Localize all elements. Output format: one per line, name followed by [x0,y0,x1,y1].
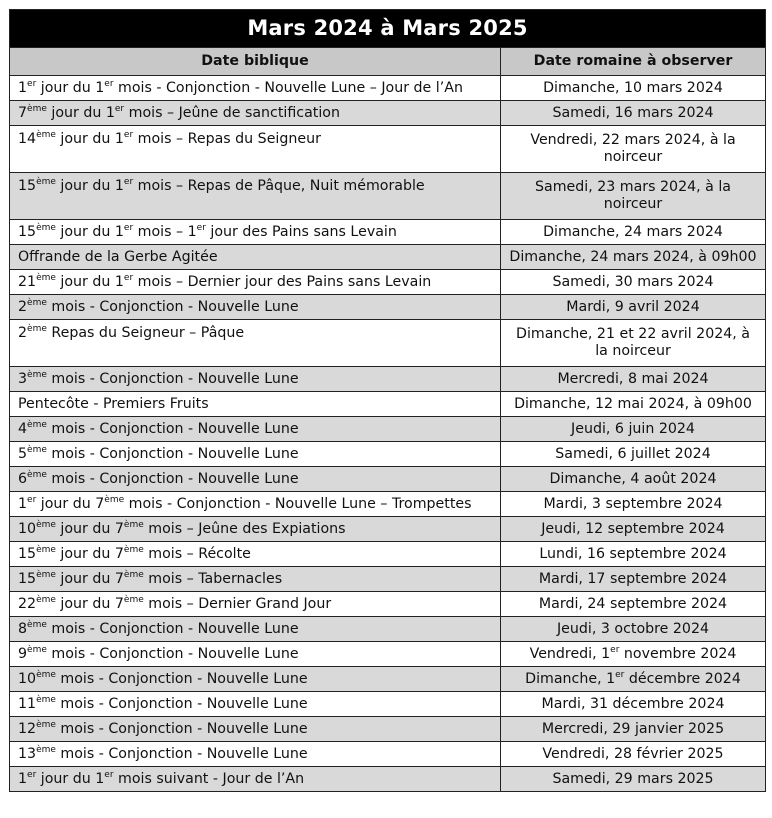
ordinal-suffix: ème [123,544,144,555]
ordinal-suffix: ème [36,544,56,555]
ordinal-suffix: er [27,494,37,505]
roman-date-cell [501,617,766,642]
cell-text: Samedi, 23 mars 2024, à la noirceur [535,179,731,212]
cell-text: 1 [18,79,28,96]
cell-text: jour du 1 [46,104,115,121]
cell-text: Jeudi, 6 juin 2024 [571,420,695,437]
cell-text: mois – Repas de Pâque, Nuit mémorable [133,178,425,194]
cell-text: Mercredi, 8 mai 2024 [557,370,709,387]
cell-text: 8 [18,620,28,637]
roman-date-cell [501,126,766,173]
biblical-date-cell [10,717,501,742]
cell-text: mois – Dernier jour des Pains sans Levain [133,273,432,290]
cell-text: mois - Conjonction - Nouvelle Lune – Jour de l’An [113,79,463,96]
cell-text: Mardi, 31 décembre 2024 [541,695,725,712]
biblical-date-cell [10,367,501,392]
biblical-date-cell [10,270,501,295]
biblical-date-cell [10,320,501,367]
cell-text: mois - Conjonction - Nouvelle Lune [46,370,299,387]
table-row [10,592,766,617]
cell-text: Dimanche, 24 mars 2024 [543,223,723,240]
ordinal-suffix: ème [27,469,47,480]
cell-text: Samedi, 6 juillet 2024 [555,445,711,462]
cell-text: mois - Conjonction - Nouvelle Lune [55,695,308,712]
cell-text: Vendredi, 1 [529,645,611,662]
cell-text: Jeudi, 12 septembre 2024 [541,520,725,537]
table-row [10,492,766,517]
cell-text: mois - Conjonction - Nouvelle Lune [55,670,308,687]
roman-date-cell [501,76,766,101]
ordinal-suffix: er [27,769,37,780]
cell-text: mois - Conjonction - Nouvelle Lune – Trompettes [124,495,472,512]
cell-text: jour du 7 [36,495,105,512]
cell-text: Repas du Seigneur – Pâque [46,325,245,341]
roman-date-cell [501,567,766,592]
table-row [10,320,766,367]
table-row [10,692,766,717]
roman-date-cell [501,392,766,417]
table-row [10,542,766,567]
cell-text: Mercredi, 29 janvier 2025 [541,720,725,737]
cell-text: mois – Tabernacles [143,570,283,587]
cell-text: mois - Conjonction - Nouvelle Lune [55,745,308,762]
ordinal-suffix: er [615,669,625,680]
cell-text: Offrande de la Gerbe Agitée [18,248,218,265]
cell-text: 3 [18,370,28,387]
table-row [10,417,766,442]
roman-date-cell [501,642,766,667]
roman-date-cell [501,270,766,295]
cell-text: 13 [18,745,37,762]
cell-text: mois – 1 [133,223,197,240]
cell-text: 6 [18,470,28,487]
cell-text: 2 [18,325,28,341]
table-row [10,642,766,667]
cell-text: jour du 7 [55,595,124,612]
cell-text: 2 [18,298,28,315]
table-row [10,173,766,220]
cell-text: 14 [18,131,37,147]
calendar-document [9,9,765,792]
table-row [10,367,766,392]
ordinal-suffix: ème [36,569,56,580]
biblical-date-cell [10,567,501,592]
roman-date-cell [501,367,766,392]
ordinal-suffix: ème [27,619,47,630]
table-row [10,220,766,245]
ordinal-suffix: ème [104,494,125,505]
table-row [10,442,766,467]
cell-text: Mardi, 9 avril 2024 [566,298,700,315]
cell-text: 11 [18,695,37,712]
cell-text: jour du 1 [36,79,105,96]
biblical-date-cell [10,517,501,542]
calendar-table [9,9,766,792]
cell-text: jour du 1 [36,770,105,787]
cell-text: Samedi, 29 mars 2025 [552,770,714,787]
cell-text: Lundi, 16 septembre 2024 [539,545,727,562]
biblical-date-cell [10,417,501,442]
cell-text: mois – Repas du Seigneur [133,131,321,147]
biblical-date-cell [10,617,501,642]
biblical-date-cell [10,442,501,467]
biblical-date-cell [10,295,501,320]
cell-text: 10 [18,670,37,687]
ordinal-suffix: er [104,78,114,89]
biblical-date-cell [10,220,501,245]
cell-text: mois – Dernier Grand Jour [143,595,332,612]
cell-text: Dimanche, 12 mai 2024, à 09h00 [514,395,752,412]
cell-text: jour du 7 [55,570,124,587]
roman-date-cell [501,592,766,617]
cell-text: 5 [18,445,28,462]
ordinal-suffix: ème [36,694,56,705]
cell-text: mois - Conjonction - Nouvelle Lune [46,620,299,637]
cell-text: Mardi, 3 septembre 2024 [543,495,723,512]
cell-text: 1 [18,770,28,787]
column-header-roman: Date romaine à observer [501,48,766,76]
ordinal-suffix: er [27,78,37,89]
cell-text: mois - Conjonction - Nouvelle Lune [55,720,308,737]
cell-text: décembre 2024 [624,670,741,687]
cell-text: novembre 2024 [619,645,737,662]
table-row [10,617,766,642]
table-row [10,76,766,101]
roman-date-cell [501,692,766,717]
roman-date-cell [501,320,766,367]
table-row [10,767,766,792]
ordinal-suffix: er [123,222,134,233]
biblical-date-cell [10,667,501,692]
cell-text: jour du 7 [55,520,124,537]
biblical-date-cell [10,392,501,417]
cell-text: jour du 7 [55,545,124,562]
cell-text: mois - Conjonction - Nouvelle Lune [46,298,299,315]
ordinal-suffix: ème [36,719,56,730]
cell-text: jour du 1 [55,178,124,194]
ordinal-suffix: ème [27,369,47,380]
table-row [10,245,766,270]
cell-text: 15 [18,570,37,587]
cell-text: mois - Conjonction - Nouvelle Lune [46,470,299,487]
cell-text: 10 [18,520,37,537]
cell-text: 22 [18,595,37,612]
cell-text: Dimanche, 1 [525,670,616,687]
ordinal-suffix: er [196,222,206,233]
table-row [10,742,766,767]
biblical-date-cell [10,767,501,792]
biblical-date-cell [10,592,501,617]
ordinal-suffix: ème [27,644,47,655]
cell-text: Samedi, 16 mars 2024 [552,104,714,121]
table-row [10,101,766,126]
ordinal-suffix: ème [36,744,56,755]
table-row [10,717,766,742]
cell-text: 21 [18,273,37,290]
roman-date-cell [501,517,766,542]
roman-date-cell [501,442,766,467]
table-row [10,295,766,320]
roman-date-cell [501,467,766,492]
ordinal-suffix: er [123,130,134,140]
cell-text: Mardi, 24 septembre 2024 [538,595,728,612]
table-row [10,517,766,542]
ordinal-suffix: ème [36,222,56,233]
cell-text: 15 [18,545,37,562]
table-row [10,667,766,692]
biblical-date-cell [10,492,501,517]
cell-text: mois – Récolte [143,545,251,562]
roman-date-cell [501,173,766,220]
table-row [10,126,766,173]
cell-text: mois suivant - Jour de l’An [113,770,305,787]
ordinal-suffix: ème [36,669,56,680]
ordinal-suffix: ème [123,569,144,580]
roman-date-cell [501,220,766,245]
ordinal-suffix: ème [36,177,56,187]
cell-text: 1 [18,495,28,512]
ordinal-suffix: er [104,769,114,780]
cell-text: 15 [18,223,37,240]
cell-text: Dimanche, 4 août 2024 [549,470,717,487]
cell-text: jour du 1 [55,273,124,290]
biblical-date-cell [10,642,501,667]
table-row [10,270,766,295]
ordinal-suffix: ème [27,324,47,334]
cell-text: 7 [18,104,28,121]
roman-date-cell [501,417,766,442]
roman-date-cell [501,767,766,792]
biblical-date-cell [10,542,501,567]
ordinal-suffix: er [114,103,125,114]
table-row [10,567,766,592]
cell-text: Vendredi, 22 mars 2024, à la noirceur [530,132,736,165]
table-row [10,467,766,492]
cell-text: Dimanche, 10 mars 2024 [543,79,723,96]
cell-text: mois - Conjonction - Nouvelle Lune [46,645,299,662]
cell-text: 9 [18,645,28,662]
table-title: Mars 2024 à Mars 2025 [10,10,766,48]
roman-date-cell [501,101,766,126]
cell-text: jour des Pains sans Levain [205,223,397,240]
biblical-date-cell [10,692,501,717]
table-body [10,76,766,792]
cell-text: mois – Jeûne des Expiations [143,520,346,537]
ordinal-suffix: ème [36,130,56,140]
column-header-biblical: Date biblique [10,48,501,76]
cell-text: 12 [18,720,37,737]
ordinal-suffix: ème [123,594,144,605]
biblical-date-cell [10,126,501,173]
ordinal-suffix: ème [36,519,56,530]
cell-text: Mardi, 17 septembre 2024 [538,570,728,587]
cell-text: Pentecôte - Premiers Fruits [18,395,209,412]
cell-text: Samedi, 30 mars 2024 [552,273,714,290]
cell-text: 15 [18,178,37,194]
cell-text: Jeudi, 3 octobre 2024 [557,620,710,637]
roman-date-cell [501,492,766,517]
biblical-date-cell [10,101,501,126]
cell-text: Vendredi, 28 février 2025 [542,745,724,762]
ordinal-suffix: er [123,177,134,187]
roman-date-cell [501,295,766,320]
cell-text: jour du 1 [55,223,124,240]
ordinal-suffix: ème [123,519,144,530]
cell-text: mois – Jeûne de sanctification [124,104,340,121]
ordinal-suffix: ème [27,103,47,114]
ordinal-suffix: ème [27,444,47,455]
cell-text: 4 [18,420,28,437]
ordinal-suffix: ème [27,419,47,430]
biblical-date-cell [10,173,501,220]
biblical-date-cell [10,76,501,101]
roman-date-cell [501,742,766,767]
cell-text: mois - Conjonction - Nouvelle Lune [46,420,299,437]
ordinal-suffix: er [610,644,620,655]
ordinal-suffix: ème [27,297,47,308]
biblical-date-cell [10,467,501,492]
ordinal-suffix: er [123,272,134,283]
roman-date-cell [501,245,766,270]
roman-date-cell [501,667,766,692]
ordinal-suffix: ème [36,594,56,605]
roman-date-cell [501,717,766,742]
table-row [10,392,766,417]
ordinal-suffix: ème [36,272,56,283]
roman-date-cell [501,542,766,567]
cell-text: Dimanche, 21 et 22 avril 2024, à la noirceur [516,326,750,359]
biblical-date-cell [10,742,501,767]
cell-text: mois - Conjonction - Nouvelle Lune [46,445,299,462]
cell-text: Dimanche, 24 mars 2024, à 09h00 [509,248,757,265]
cell-text: jour du 1 [55,131,124,147]
biblical-date-cell [10,245,501,270]
